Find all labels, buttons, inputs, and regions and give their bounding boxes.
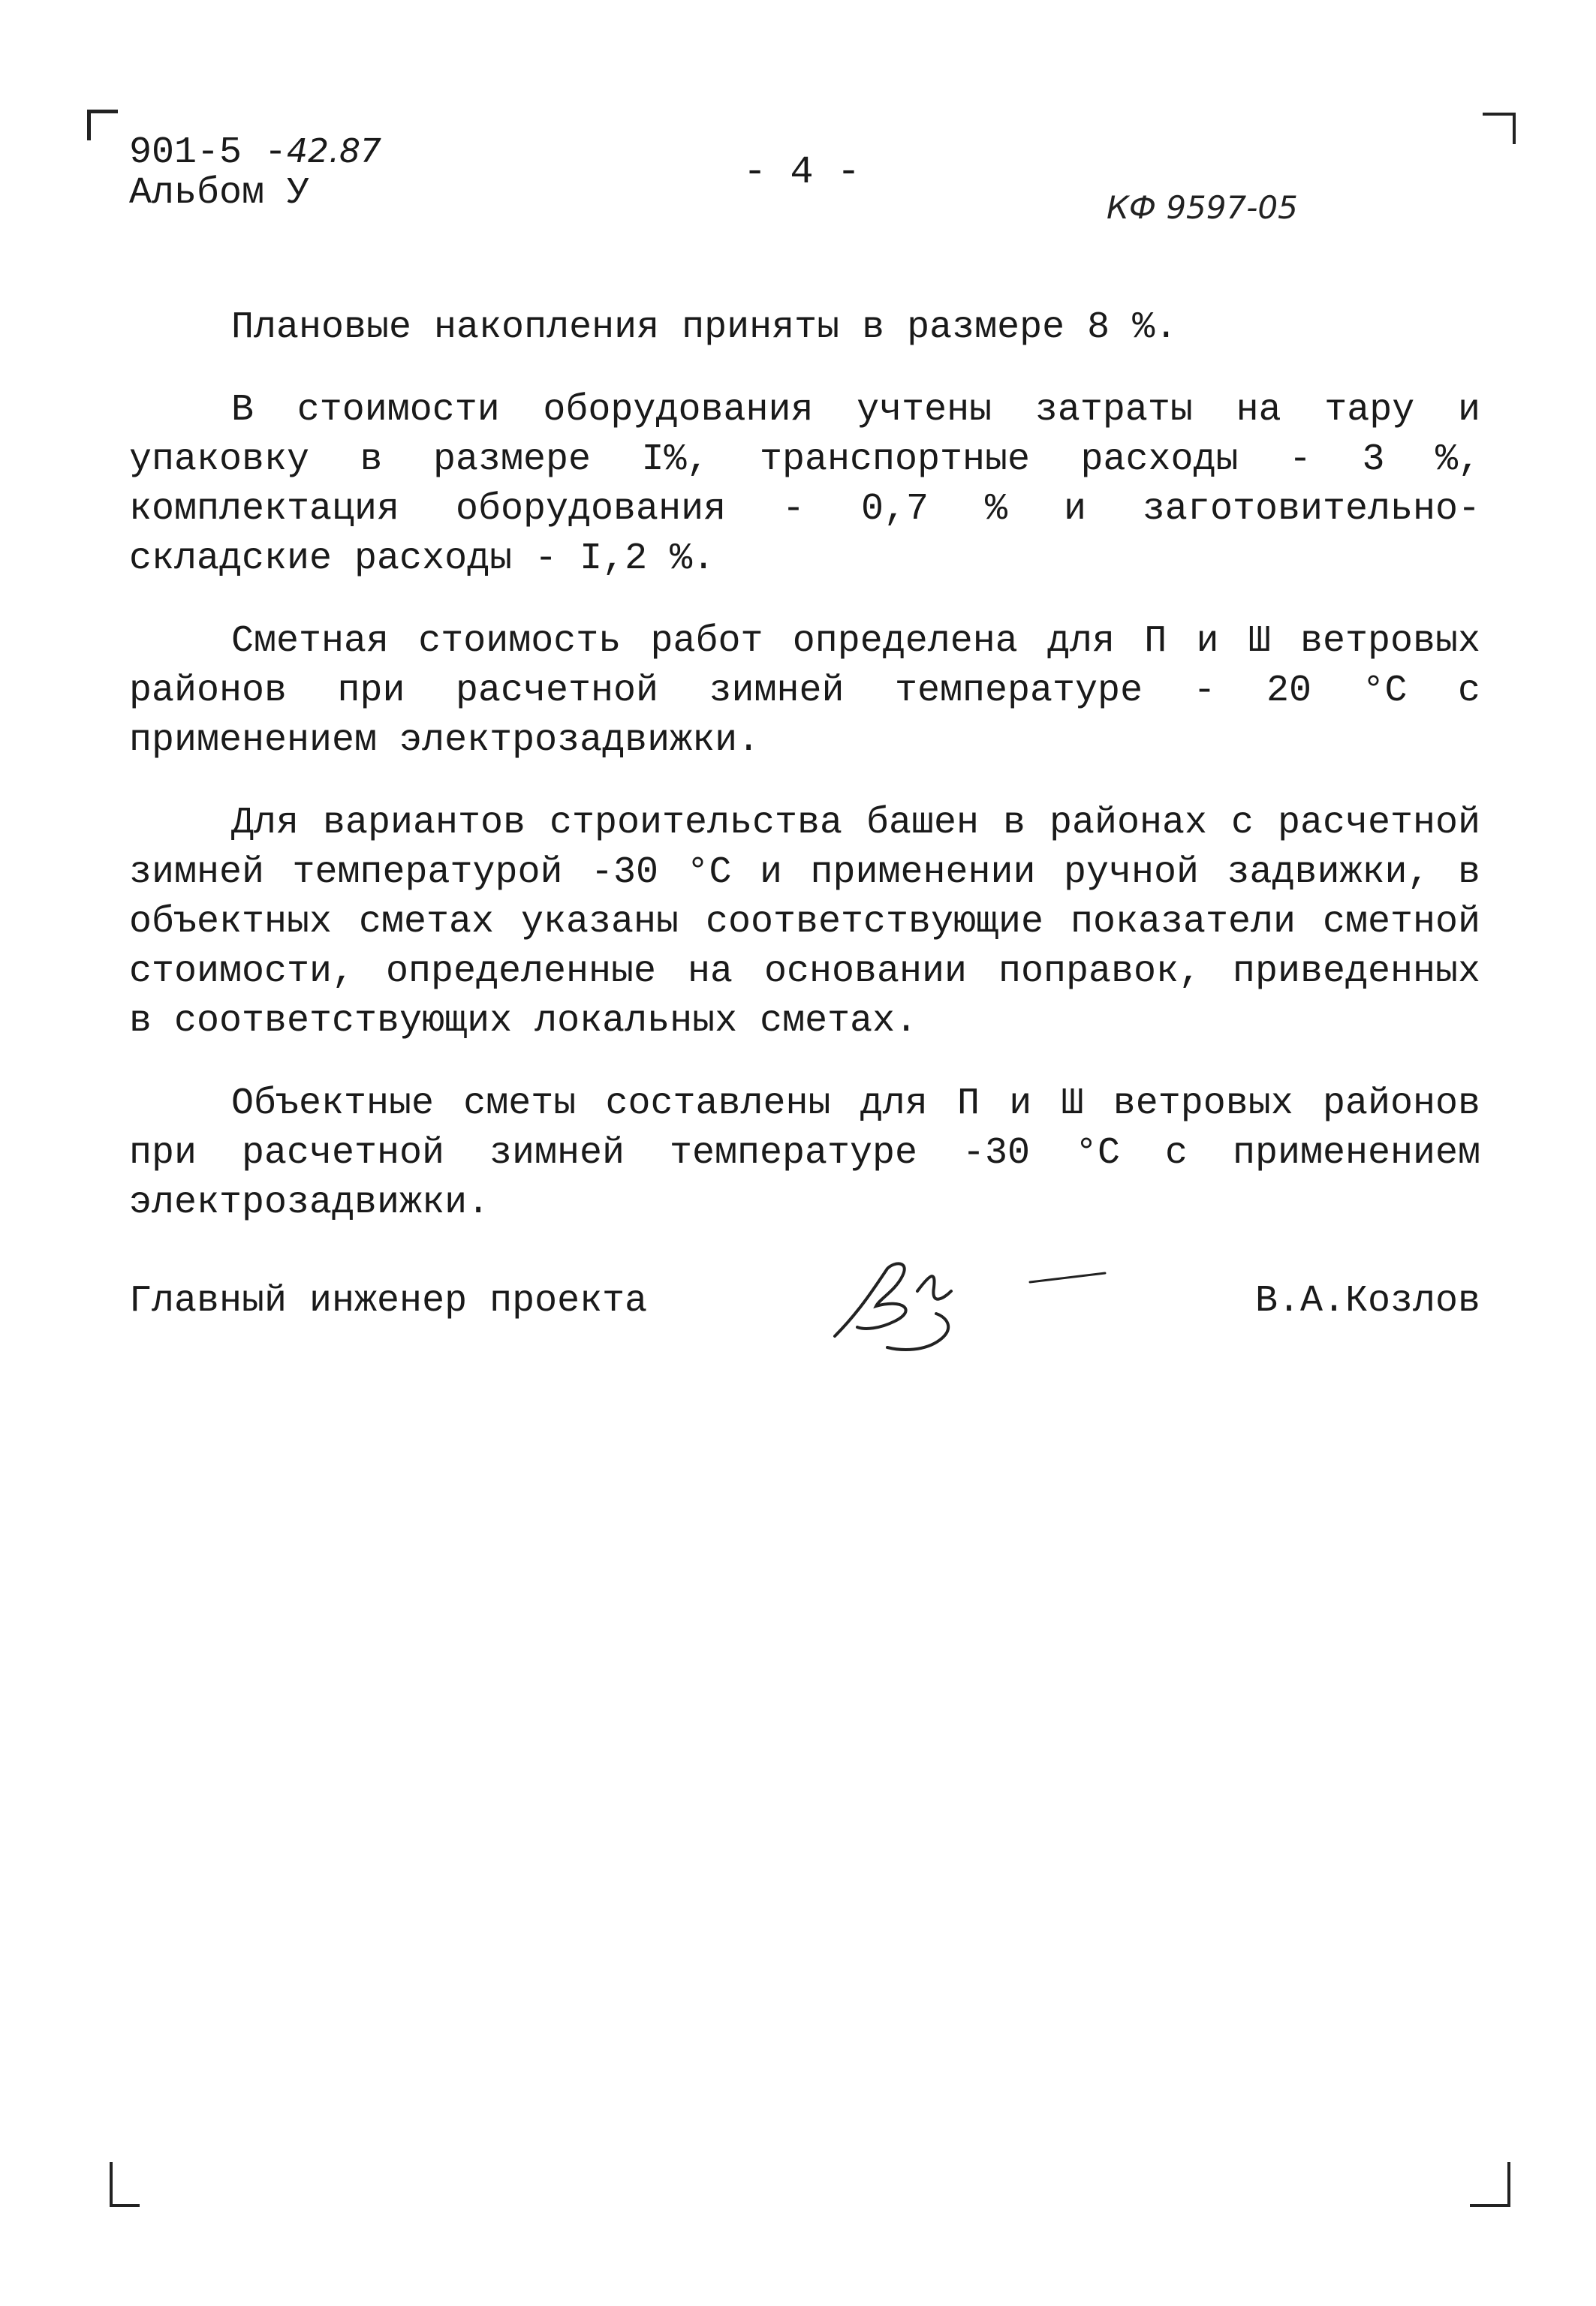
document-code [129, 131, 381, 174]
document-code-printed: 901-5 - [129, 131, 288, 174]
corner-mark-bottom-left [110, 2162, 140, 2207]
document-body [129, 303, 1480, 1261]
paragraph-estimated-cost: Сметная стоимость работ определена для П и Ш ветровых районов при расчетной зимней температуре - 20 °С с применением электрозадвижки. [129, 620, 1480, 762]
signature-block [129, 1261, 1480, 1351]
paragraph-equipment-costs: В стоимости оборудования учтены затраты на тару и упаковку в размере I%, транспортные расходы - 3 %, комплектация оборудования - 0,7 % и заготовительно-складские расходы - I,2 %. [129, 389, 1480, 580]
page-number: - 4 - [743, 150, 861, 194]
signatory-title: Главный инженер проекта [129, 1280, 648, 1323]
document-code-handwritten: 42.87 [287, 132, 382, 170]
archive-stamp-code: КФ 9597-05 [1107, 189, 1298, 226]
paragraph-object-estimates: Объектные сметы составлены для П и Ш ветровых районов при расчетной зимней температуре -30 °С с применением электрозадвижки. [129, 1082, 1480, 1224]
corner-mark-top-right [1483, 113, 1516, 144]
album-label: Альбом У [129, 172, 310, 215]
paragraph-construction-variants: Для вариантов строительства башен в районах с расчетной зимней температурой -30 °С и применении ручной задвижки, в объектных сметах указаны соответствующие показатели сметной стоимости, определенные на основании поправок, приведенных в соответствующих локальных сметах. [129, 802, 1480, 1043]
corner-mark-bottom-right [1470, 2162, 1510, 2207]
corner-mark-top-left [87, 110, 118, 140]
handwritten-signature [805, 1246, 1120, 1359]
signatory-name: В.А.Козлов [1254, 1280, 1480, 1323]
paragraph-planned-savings: Плановые накопления приняты в размере 8 %. [231, 306, 1178, 349]
